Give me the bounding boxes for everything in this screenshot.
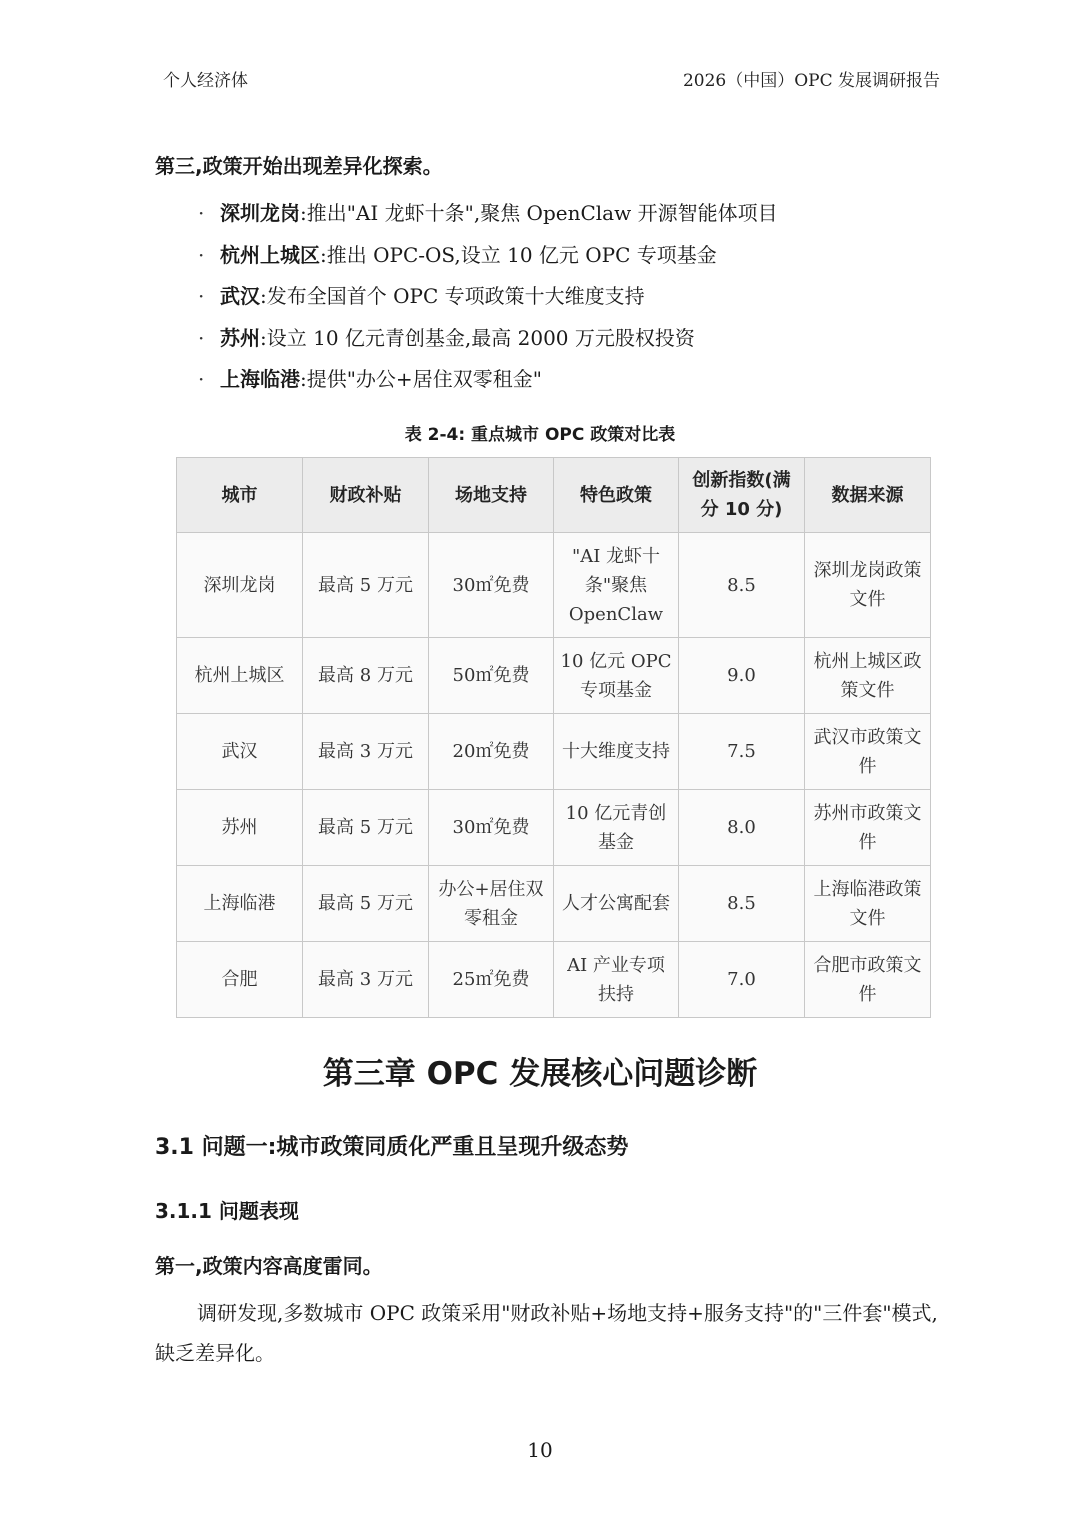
cell-city: 深圳龙岗 — [177, 533, 303, 638]
cell-feature: AI 产业专项扶持 — [554, 942, 679, 1018]
table-row — [177, 533, 931, 638]
cell-feature: 10 亿元 OPC 专项基金 — [554, 638, 679, 714]
column-header-source: 数据来源 — [805, 458, 931, 533]
table-row — [177, 638, 931, 714]
table-row — [177, 714, 931, 790]
cell-innovation-index: 8.0 — [679, 790, 805, 866]
bullet-dot: · — [198, 325, 205, 350]
running-header-right: 2026（中国）OPC 发展调研报告 — [682, 71, 940, 91]
column-header-innovation-index: 创新指数(满分 10 分) — [679, 458, 805, 533]
cell-subsidy: 最高 3 万元 — [303, 714, 429, 790]
cell-source: 深圳龙岗政策文件 — [805, 533, 931, 638]
bullet-text: :推出 OPC-OS,设立 10 亿元 OPC 专项基金 — [320, 242, 717, 267]
cell-subsidy: 最高 5 万元 — [303, 533, 429, 638]
cell-venue: 30㎡免费 — [429, 790, 554, 866]
chapter-title: 第三章 OPC 发展核心问题诊断 — [322, 1056, 758, 1092]
page-number: 10 — [527, 1438, 553, 1462]
list-item — [198, 196, 778, 238]
cell-innovation-index: 7.5 — [679, 714, 805, 790]
cell-feature: 十大维度支持 — [554, 714, 679, 790]
policy-bullet-list — [198, 196, 778, 404]
cell-city: 杭州上城区 — [177, 638, 303, 714]
cell-innovation-index: 7.0 — [679, 942, 805, 1018]
cell-city: 上海临港 — [177, 866, 303, 942]
cell-subsidy: 最高 5 万元 — [303, 866, 429, 942]
column-header-subsidy: 财政补贴 — [303, 458, 429, 533]
cell-innovation-index: 9.0 — [679, 638, 805, 714]
column-header-city: 城市 — [177, 458, 303, 533]
bullet-city: 上海临港 — [220, 367, 300, 391]
bullet-city: 武汉 — [220, 284, 260, 308]
lead-heading-2: 第一,政策内容高度雷同。 — [155, 1254, 383, 1278]
cell-source: 合肥市政策文件 — [805, 942, 931, 1018]
table-header-row — [177, 458, 931, 533]
bullet-city: 苏州 — [220, 325, 260, 350]
bullet-text: :提供"办公+居住双零租金" — [300, 367, 542, 391]
cell-innovation-index: 8.5 — [679, 866, 805, 942]
cell-venue: 50㎡免费 — [429, 638, 554, 714]
cell-feature: 人才公寓配套 — [554, 866, 679, 942]
list-item — [198, 362, 778, 404]
cell-subsidy: 最高 5 万元 — [303, 790, 429, 866]
subsection-title: 3.1.1 问题表现 — [155, 1199, 299, 1223]
cell-subsidy: 最高 3 万元 — [303, 942, 429, 1018]
cell-venue: 30㎡免费 — [429, 533, 554, 638]
cell-source: 杭州上城区政策文件 — [805, 638, 931, 714]
table-caption: 表 2-4: 重点城市 OPC 政策对比表 — [404, 425, 676, 445]
cell-feature: 10 亿元青创基金 — [554, 790, 679, 866]
table-row — [177, 790, 931, 866]
column-header-venue: 场地支持 — [429, 458, 554, 533]
bullet-text: :发布全国首个 OPC 专项政策十大维度支持 — [260, 284, 645, 308]
list-item — [198, 238, 778, 280]
cell-venue: 25㎡免费 — [429, 942, 554, 1018]
body-paragraph: 调研发现,多数城市 OPC 政策采用"财政补贴+场地支持+服务支持"的"三件套"模式,缺乏差异化。 — [155, 1301, 938, 1365]
cell-source: 苏州市政策文件 — [805, 790, 931, 866]
cell-city: 苏州 — [177, 790, 303, 866]
bullet-dot: · — [198, 201, 205, 225]
list-item — [198, 279, 778, 321]
cell-city: 合肥 — [177, 942, 303, 1018]
cell-source: 武汉市政策文件 — [805, 714, 931, 790]
bullet-city: 杭州上城区 — [220, 242, 320, 267]
running-header-left: 个人经济体 — [163, 71, 248, 91]
cell-feature: "AI 龙虾十条"聚焦 OpenClaw — [554, 533, 679, 638]
cell-subsidy: 最高 8 万元 — [303, 638, 429, 714]
table-row — [177, 866, 931, 942]
column-header-feature: 特色政策 — [554, 458, 679, 533]
bullet-city: 深圳龙岗 — [220, 201, 300, 225]
cell-venue: 办公+居住双零租金 — [429, 866, 554, 942]
bullet-dot: · — [198, 242, 205, 267]
cell-source: 上海临港政策文件 — [805, 866, 931, 942]
bullet-text: :推出"AI 龙虾十条",聚焦 OpenClaw 开源智能体项目 — [300, 201, 778, 225]
lead-heading: 第三,政策开始出现差异化探索。 — [155, 154, 443, 178]
bullet-text: :设立 10 亿元青创基金,最高 2000 万元股权投资 — [260, 325, 695, 350]
cell-city: 武汉 — [177, 714, 303, 790]
cell-venue: 20㎡免费 — [429, 714, 554, 790]
section-title: 3.1 问题一:城市政策同质化严重且呈现升级态势 — [155, 1135, 629, 1160]
table-row — [177, 942, 931, 1018]
bullet-dot: · — [198, 284, 205, 308]
bullet-dot: · — [198, 367, 205, 391]
policy-comparison-table — [176, 457, 931, 1018]
cell-innovation-index: 8.5 — [679, 533, 805, 638]
list-item — [198, 321, 778, 363]
